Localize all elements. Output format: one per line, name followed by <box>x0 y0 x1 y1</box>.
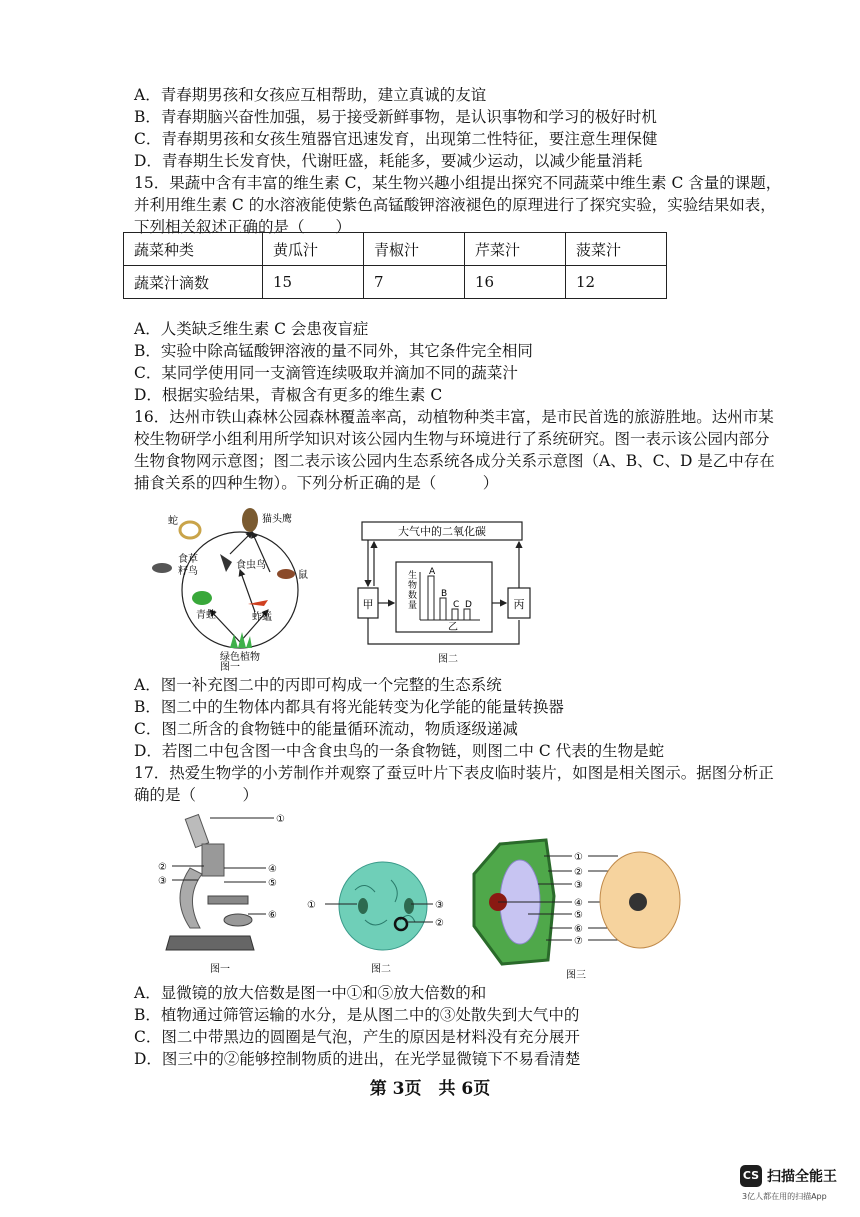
mirror-icon <box>224 914 252 926</box>
q14-option-b: B．青春期脑兴奋性加强，易于接受新鲜事物，是认识事物和学习的极好时机 <box>134 108 657 126</box>
bar-label-B: B <box>441 589 448 599</box>
q16-option-c: C．图二所含的食物链中的能量循环流动，物质逐级递减 <box>134 720 518 738</box>
table-row <box>124 233 667 266</box>
jia-label: 甲 <box>362 598 374 611</box>
cell-label-2: ② <box>574 867 583 878</box>
q16-stem-line2: 校生物研学小组利用所学知识对该公园内生物与环境进行了系统研究。图一表示该公园内部分 <box>134 430 770 448</box>
q17-option-b: B．植物通过筛管运输的水分，是从图二中的③处散失到大气中的 <box>134 1006 580 1024</box>
yi-label: 乙 <box>448 622 458 633</box>
tube-icon <box>202 844 224 876</box>
bing-label: 丙 <box>513 598 525 611</box>
co2-label: 大气中的二氧化碳 <box>398 525 486 538</box>
q16-stem-line4: 捕食关系的四种生物）。下列分析正确的是（ ） <box>134 474 499 492</box>
fig1-label-grasshopper: 蚱蜢 <box>252 612 272 623</box>
microscope-figure <box>150 808 300 978</box>
mouse-icon <box>277 569 295 579</box>
micro-label-3: ③ <box>158 876 167 887</box>
cs-logo-icon: CS <box>740 1165 762 1187</box>
base-icon <box>166 936 254 950</box>
cs-app-tagline: 3亿人都在用的扫描App <box>742 1192 827 1201</box>
table-cell: 12 <box>566 266 667 299</box>
vegetable-table <box>123 232 667 299</box>
q16-stem-line3: 生物食物网示意图；图二表示该公园内生态系统各成分关系示意图（A、B、C、D 是乙中存在 <box>134 452 775 470</box>
bar-group <box>428 567 472 620</box>
q15-option-a: A．人类缺乏维生素 C 会患夜盲症 <box>134 320 369 338</box>
owl-icon <box>242 508 258 532</box>
q15-stem-line3: 下列相关叙述正确的是（ ） <box>134 218 352 236</box>
table-cell: 15 <box>263 266 364 299</box>
ylabel-2: 物 <box>408 581 418 591</box>
table-cell: 蔬菜汁滴数 <box>124 266 263 299</box>
ylabel-4: 量 <box>408 601 418 611</box>
bar-D <box>464 609 470 620</box>
arm-icon <box>180 868 202 928</box>
fig1-caption: 图一 <box>220 662 240 672</box>
q14-option-a: A．青春期男孩和女孩应互相帮助，建立真诚的友谊 <box>134 86 487 104</box>
epi-label-1: ① <box>307 900 316 911</box>
q14-option-d: D．青春期生长发育快，代谢旺盛，耗能多，要减少运动，以减少能量消耗 <box>134 152 643 170</box>
q16-option-b: B．图二中的生物体内都具有将光能转变为化学能的能量转换器 <box>134 698 564 716</box>
snake-icon <box>180 522 200 538</box>
q15-stem-line1: 15．果蔬中含有丰富的维生素 C，某生物兴趣小组提出探究不同蔬菜中维生素 C 含量的课题， <box>134 174 782 192</box>
q15-option-d: D．根据实验结果，青椒含有更多的维生素 C <box>134 386 443 404</box>
q17-option-d: D．图三中的②能够控制物质的进出，在光学显微镜下不易看清楚 <box>134 1050 581 1068</box>
q15-option-c: C．某同学使用同一支滴管连续吸取并滴加不同的蔬菜汁 <box>134 364 518 382</box>
q15-option-b: B．实验中除高锰酸钾溶液的量不同外，其它条件完全相同 <box>134 342 533 360</box>
cs-app-name: 扫描全能王 <box>767 1169 837 1185</box>
table-cell: 青椒汁 <box>364 233 465 266</box>
cell-label-6: ⑥ <box>574 924 583 935</box>
bar-B <box>440 598 446 620</box>
fig1-label-insectbird: 食虫鸟 <box>236 560 266 571</box>
epi-label-2: ② <box>435 918 444 929</box>
q17-stem-line2: 确的是（ ） <box>134 786 259 804</box>
bar-C <box>452 609 458 620</box>
epidermis-figure <box>305 850 465 980</box>
fig1-label-mouse: 鼠 <box>298 570 308 581</box>
cell-label-5: ⑤ <box>574 910 583 921</box>
bottom-connector <box>368 618 519 644</box>
fig1-label-snake: 蛇 <box>168 516 178 527</box>
arrow <box>230 532 252 554</box>
stoma-icon <box>404 898 414 914</box>
q17-option-a: A．显微镜的放大倍数是图一中①和⑤放大倍数的和 <box>134 984 487 1002</box>
fig1-label-owl: 猫头鹰 <box>262 514 292 525</box>
micro-label-6: ⑥ <box>268 910 277 921</box>
q16-option-d: D．若图二中包含图一中含食虫鸟的一条食物链，则图二中 C 代表的生物是蛇 <box>134 742 665 760</box>
eyepiece-icon <box>185 815 208 848</box>
animal-nucleus-icon <box>629 893 647 911</box>
bar-label-C: C <box>453 600 460 610</box>
q17-fig3-caption: 图三 <box>566 970 586 981</box>
table-cell: 蔬菜种类 <box>124 233 263 266</box>
q16-option-a: A．图一补充图二中的丙即可构成一个完整的生态系统 <box>134 676 502 694</box>
fig1-label-seedbird-2: 籽鸟 <box>178 566 198 577</box>
bar-A <box>428 576 434 620</box>
micro-label-1: ① <box>276 814 285 825</box>
ylabel-1: 生 <box>408 571 418 581</box>
q17-option-c: C．图二中带黑边的圆圈是气泡，产生的原因是材料没有充分展开 <box>134 1028 580 1046</box>
seed-bird-icon <box>152 563 172 573</box>
fig1-label-frog: 青蛙 <box>196 610 216 621</box>
fig2-caption: 图二 <box>438 654 458 665</box>
fig1-label-seedbird-1: 食草 <box>178 554 198 565</box>
arrow <box>240 570 255 612</box>
epi-label-3: ③ <box>435 900 444 911</box>
table-cell: 黄瓜汁 <box>263 233 364 266</box>
page-footer: 第 3页 共 6页 <box>369 1079 491 1099</box>
micro-label-5: ⑤ <box>268 878 277 889</box>
table-cell: 7 <box>364 266 465 299</box>
ecosystem-figure <box>352 516 542 666</box>
table-cell: 菠菜汁 <box>566 233 667 266</box>
q14-option-c: C．青春期男孩和女孩生殖器官迅速发育，出现第二性特征，要注意生理保健 <box>134 130 658 148</box>
cell-figure <box>468 836 708 982</box>
micro-label-2: ② <box>158 862 167 873</box>
stage-icon <box>208 896 248 904</box>
cell-label-7: ⑦ <box>574 936 583 947</box>
q17-fig2-caption: 图二 <box>371 964 391 975</box>
q17-stem-line1: 17．热爱生物学的小芳制作并观察了蚕豆叶片下表皮临时装片，如图是相关图示。据图分析正 <box>134 764 774 782</box>
q16-stem-line1: 16．达州市铁山森林公园森林覆盖率高，动植物种类丰富，是市民首选的旅游胜地。达州市某 <box>134 408 774 426</box>
q17-fig1-caption: 图一 <box>210 964 230 975</box>
table-row <box>124 266 667 299</box>
cell-label-1: ① <box>574 852 583 863</box>
bar-label-A: A <box>429 567 436 577</box>
fig1-label-plant: 绿色植物 <box>220 652 260 663</box>
ylabel-3: 数 <box>408 591 418 601</box>
insect-bird-icon <box>220 554 232 572</box>
food-web-loop <box>182 532 298 648</box>
bar-label-D: D <box>465 600 472 610</box>
guard-cell-icon <box>358 898 368 914</box>
food-web-figure <box>140 502 340 672</box>
cell-label-3: ③ <box>574 880 583 891</box>
q15-stem-line2: 并利用维生素 C 的水溶液能使紫色高锰酸钾溶液褪色的原理进行了探究实验，实验结果如表， <box>134 196 776 214</box>
micro-label-4: ④ <box>268 864 277 875</box>
table-cell: 芹菜汁 <box>465 233 566 266</box>
table-cell: 16 <box>465 266 566 299</box>
frog-icon <box>192 591 212 605</box>
cell-label-4: ④ <box>574 898 583 909</box>
